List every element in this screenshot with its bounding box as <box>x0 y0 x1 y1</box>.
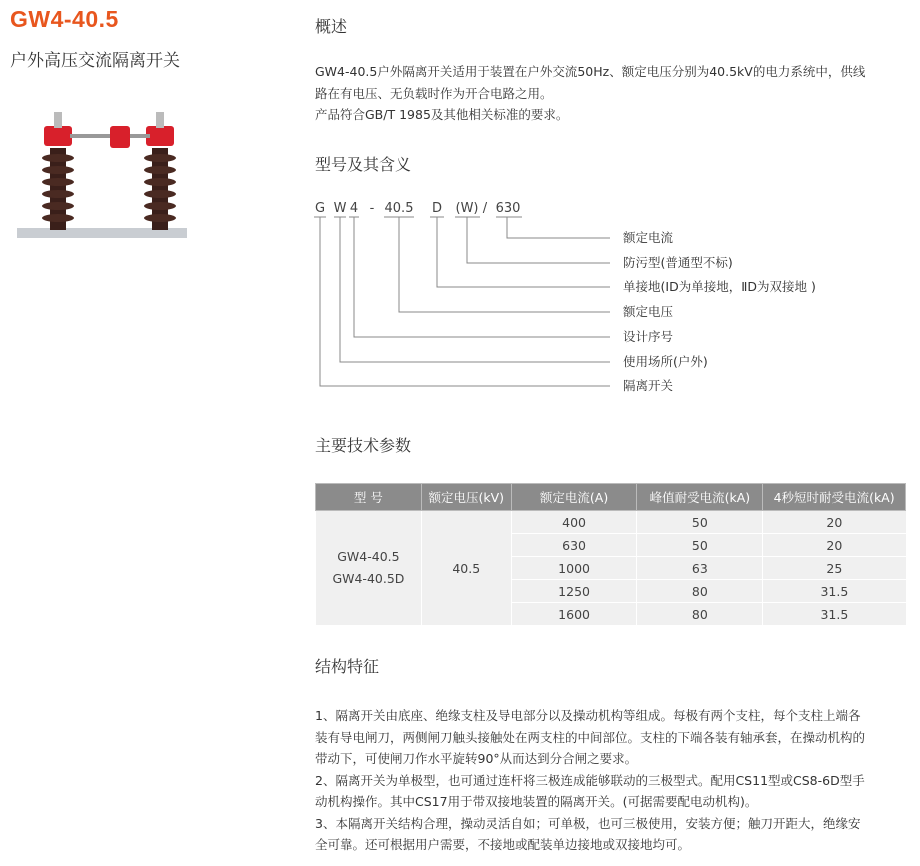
column-header: 峰值耐受电流(kA) <box>637 484 763 511</box>
short-time-cell: 20 <box>763 511 906 534</box>
section-heading-params: 主要技术参数 <box>315 436 412 455</box>
voltage-cell: 40.5 <box>421 511 511 626</box>
params-table <box>315 483 906 626</box>
code-char: 40.5 <box>384 201 414 216</box>
model-cell <box>316 511 422 626</box>
product-subtitle: 户外高压交流隔离开关 <box>10 51 180 71</box>
leader-lines <box>314 217 610 386</box>
meaning-label: 防污型(普通型不标) <box>623 255 733 270</box>
column-header: 额定电流(A) <box>511 484 637 511</box>
left-insulator <box>42 112 74 230</box>
meaning-label: 隔离开关 <box>623 378 674 393</box>
code-char: G <box>314 201 326 216</box>
feature-line: 1、隔离开关由底座、绝缘支柱及导电部分以及操动机构等组成。每极有两个支柱，每个支柱上端各 <box>315 708 861 723</box>
column-header: 型 号 <box>316 484 422 511</box>
contact-cover <box>110 126 130 148</box>
peak-cell: 80 <box>637 580 763 603</box>
overview-line: GW4-40.5户外隔离开关适用于装置在户外交流50Hz、额定电压分别为40.5kV的电力系统中，供线 <box>315 64 866 79</box>
meaning-label: 额定电流 <box>623 230 674 245</box>
code-char: / <box>482 201 488 216</box>
peak-cell: 63 <box>637 557 763 580</box>
model-name: GW4-40.5 <box>337 549 400 564</box>
meaning-label: 使用场所(户外) <box>623 354 708 369</box>
right-insulator <box>144 112 176 230</box>
code-char: (W) <box>455 201 479 216</box>
current-cell: 1000 <box>511 557 637 580</box>
current-cell: 630 <box>511 534 637 557</box>
current-cell: 400 <box>511 511 637 534</box>
product-photo <box>12 108 192 258</box>
short-time-cell: 31.5 <box>763 580 906 603</box>
model-name: GW4-40.5D <box>332 571 405 586</box>
code-char: D <box>431 201 443 216</box>
overview-text <box>315 61 915 126</box>
product-title: GW4-40.5 <box>10 6 119 32</box>
features-text <box>315 705 915 856</box>
feature-line: 2、隔离开关为单极型，也可通过连杆将三极连成能够联动的三极型式。配用CS11型或CS8-6D型手 <box>315 772 865 788</box>
meaning-label: 单接地(ⅠD为单接地，ⅡD为双接地 ) <box>623 279 816 294</box>
overview-line: 产品符合GB/T 1985及其他相关标准的要求。 <box>315 107 569 122</box>
model-code-diagram <box>310 195 910 400</box>
meaning-label: 设计序号 <box>623 329 674 344</box>
section-heading-model: 型号及其含义 <box>315 155 412 174</box>
section-heading-features: 结构特征 <box>315 657 380 676</box>
short-time-cell: 20 <box>763 534 906 557</box>
peak-cell: 50 <box>637 534 763 557</box>
current-cell: 1600 <box>511 603 637 626</box>
column-header: 4秒短时耐受电流(kA) <box>763 484 906 511</box>
peak-cell: 50 <box>637 511 763 534</box>
code-char: 630 <box>495 201 521 216</box>
current-cell: 1250 <box>511 580 637 603</box>
overview-line: 路在有电压、无负载时作为开合电路之用。 <box>315 85 553 101</box>
feature-line: 带动下，可使闸刀作水平旋转90°从而达到分合闸之要求。 <box>315 751 638 766</box>
code-char: W <box>333 201 347 216</box>
table-header-row <box>316 484 906 511</box>
code-char: - <box>369 201 375 216</box>
table-row <box>316 511 906 534</box>
short-time-cell: 31.5 <box>763 603 906 626</box>
feature-line: 装有导电闸刀，两侧闸刀触头接触处在两支柱的中间部位。支柱的下端各装有轴承套，在操动机构的 <box>315 729 866 745</box>
meaning-label: 额定电压 <box>623 304 674 319</box>
feature-line: 3、本隔离开关结构合理，操动灵活自如；可单极，也可三极使用，安装方便；触刀开距大，绝缘安 <box>315 815 861 831</box>
column-header: 额定电压(kV) <box>421 484 511 511</box>
feature-line: 全可靠。还可根据用户需要，不接地或配装单边接地或双接地均可。 <box>315 837 691 852</box>
code-char: 4 <box>349 201 359 216</box>
peak-cell: 80 <box>637 603 763 626</box>
section-heading-overview: 概述 <box>315 17 348 36</box>
feature-line: 动机构操作。其中CS17用于带双接地装置的隔离开关。(可据需要配电动机构)。 <box>315 794 758 809</box>
short-time-cell: 25 <box>763 557 906 580</box>
